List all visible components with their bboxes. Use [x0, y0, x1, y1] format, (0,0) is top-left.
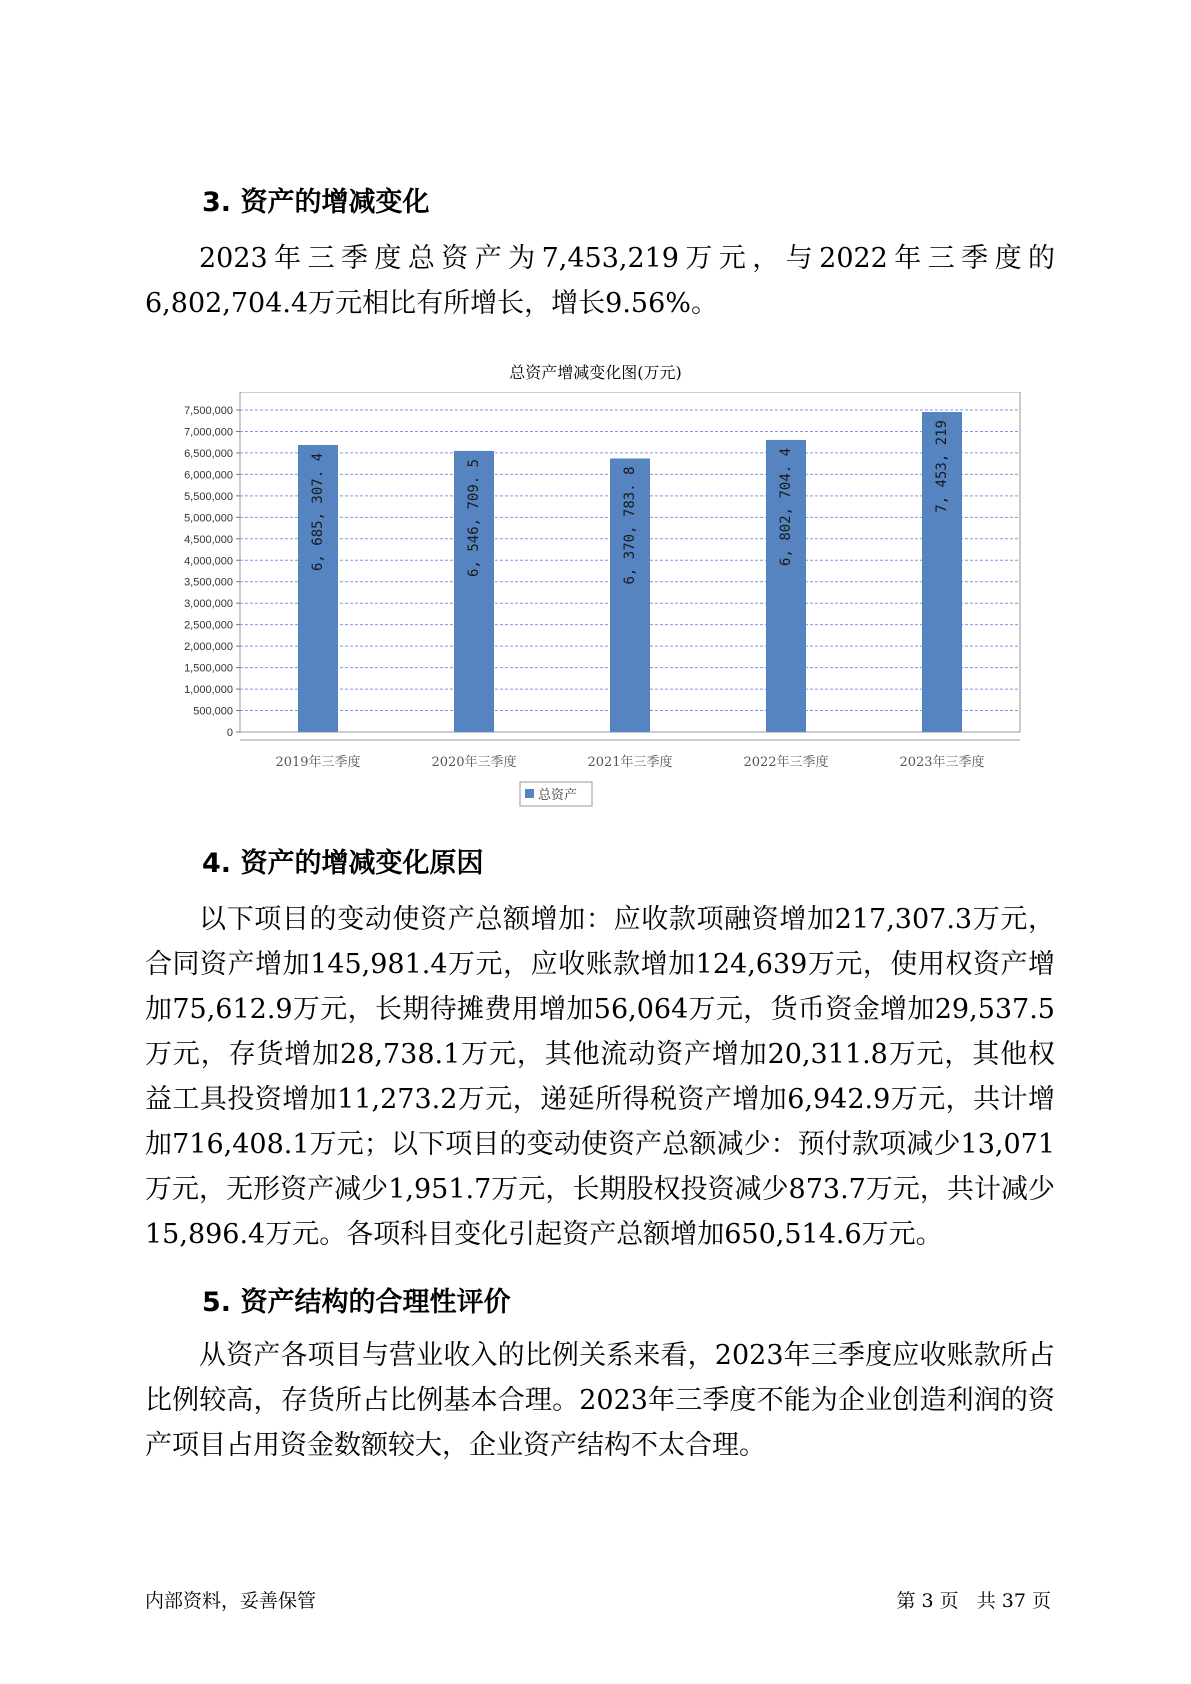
y-tick-label: 5,500,000: [184, 490, 233, 503]
section-4-heading: 4. 资产的增减变化原因: [202, 848, 484, 879]
y-tick-label: 2,000,000: [184, 641, 233, 654]
y-tick-label: 0: [226, 727, 233, 739]
x-tick-label: 2020年三季度: [431, 755, 517, 770]
y-tick-label: 1,000,000: [184, 684, 233, 697]
y-tick-label: 6,000,000: [184, 469, 233, 482]
y-tick-label: 1,500,000: [184, 662, 233, 675]
bar-value-label: 7, 453, 219: [934, 420, 950, 513]
y-tick-label: 2,500,000: [184, 619, 233, 632]
legend-label: 总资产: [538, 788, 578, 803]
total-assets-bar-chart: [150, 392, 1030, 812]
section-5-heading: 5. 资产结构的合理性评价: [202, 1287, 511, 1318]
section-3-heading: 3. 资产的增减变化: [202, 187, 430, 218]
chart-legend: [520, 782, 592, 806]
x-tick-label: 2022年三季度: [743, 755, 829, 770]
y-tick-label: 5,000,000: [184, 512, 233, 525]
section-5-paragraph: 从资产各项目与营业收入的比例关系来看，2023年三季度应收账款所占比例较高，存货所占比例基本合理。2023年三季度不能为企业创造利润的资产项目占用资金数额较大，企业资产结构不太合理。: [145, 1340, 1055, 1461]
bar-value-label: 6, 685, 307. 4: [310, 452, 326, 571]
y-tick-label: 7,000,000: [184, 426, 233, 439]
x-tick-label: 2021年三季度: [587, 755, 673, 770]
footer-page-number: 第 3 页 共 37 页: [896, 1590, 1051, 1612]
legend-swatch: [525, 789, 534, 798]
x-tick-label: 2023年三季度: [899, 755, 985, 770]
y-tick-label: 500,000: [193, 705, 233, 718]
y-tick-label: 3,500,000: [184, 576, 233, 589]
y-tick-label: 3,000,000: [184, 598, 233, 611]
bar-value-label: 6, 546, 709. 5: [466, 458, 482, 577]
section-4-paragraph: 以下项目的变动使资产总额增加：应收款项融资增加217,307.3万元，合同资产增加145,981.4万元，应收账款增加124,639万元，使用权资产增加75,612.9万元，长期待摊费用增加56,064万元，货币资金增加29,537.5万元，存货增加28,738.1万元，其他流动资产增加20,311.8万元，其他权益工具投资增加11,273.2万元，递延所得税资产增加6,942.9万元，共计增加716,408.1万元；以下项目的变动使资产总额减少：预付款项减少13,071万元，无形资产减少1,951.7万元，长期股权投资减少873.7万元，共计减少15,896.4万元。各项科目变化引起资产总额增加650,514.6万元。: [145, 904, 1055, 1250]
chart-title: 总资产增减变化图(万元): [509, 363, 682, 382]
bar-value-label: 6, 370, 783. 8: [622, 466, 638, 585]
y-tick-label: 7,500,000: [184, 405, 233, 417]
x-tick-label: 2019年三季度: [275, 755, 361, 770]
footer-left: 内部资料，妥善保管: [145, 1590, 317, 1612]
section-3-paragraph: 2023年三季度总资产为7,453,219万元，与2022年三季度的6,802,704.4万元相比有所增长，增长9.56%。: [145, 243, 1055, 319]
y-tick-label: 4,000,000: [184, 555, 233, 568]
bar-value-label: 6, 802, 704. 4: [778, 447, 794, 566]
y-tick-label: 4,500,000: [184, 533, 233, 546]
y-tick-label: 6,500,000: [184, 447, 233, 460]
